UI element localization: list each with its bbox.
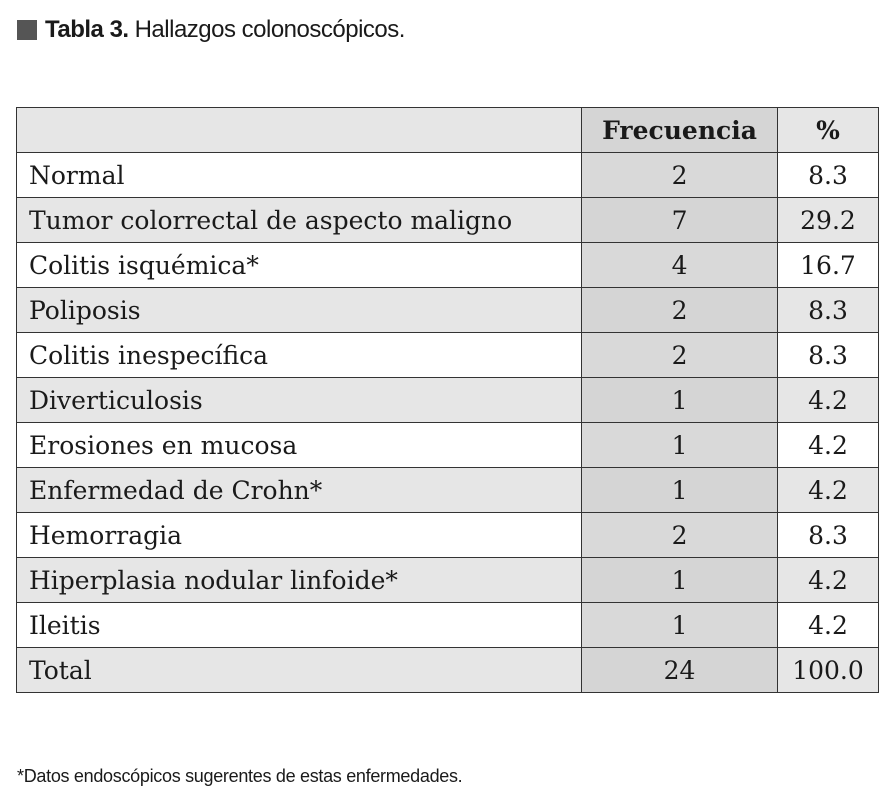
table-row	[17, 513, 879, 558]
row-frequency: 2	[582, 288, 778, 333]
row-frequency: 1	[582, 558, 778, 603]
caption-text: Hallazgos colonoscópicos.	[134, 16, 405, 43]
table-row	[17, 333, 879, 378]
row-frequency: 1	[582, 468, 778, 513]
header-frequency: Frecuencia	[582, 108, 778, 153]
total-percent: 100.0	[778, 648, 879, 693]
table-row	[17, 468, 879, 513]
table-row	[17, 603, 879, 648]
row-frequency: 2	[582, 333, 778, 378]
row-label: Enfermedad de Crohn*	[17, 468, 582, 513]
row-label: Colitis isquémica*	[17, 243, 582, 288]
row-percent: 16.7	[778, 243, 879, 288]
row-percent: 8.3	[778, 513, 879, 558]
row-frequency: 2	[582, 153, 778, 198]
table-header-row	[17, 108, 879, 153]
table-row	[17, 243, 879, 288]
table-total-row	[17, 648, 879, 693]
row-percent: 4.2	[778, 378, 879, 423]
header-percent: %	[778, 108, 879, 153]
header-label	[17, 108, 582, 153]
row-label: Erosiones en mucosa	[17, 423, 582, 468]
row-percent: 8.3	[778, 288, 879, 333]
row-label: Tumor colorrectal de aspecto maligno	[17, 198, 582, 243]
row-percent: 4.2	[778, 423, 879, 468]
row-percent: 4.2	[778, 603, 879, 648]
row-label: Diverticulosis	[17, 378, 582, 423]
table-body	[17, 153, 879, 693]
row-frequency: 2	[582, 513, 778, 558]
table-caption	[17, 16, 405, 44]
row-label: Normal	[17, 153, 582, 198]
row-percent: 8.3	[778, 153, 879, 198]
row-percent: 29.2	[778, 198, 879, 243]
table-footnote: *Datos endoscópicos sugerentes de estas enfermedades.	[17, 766, 463, 786]
total-frequency: 24	[582, 648, 778, 693]
row-frequency: 1	[582, 603, 778, 648]
row-percent: 4.2	[778, 468, 879, 513]
total-label: Total	[17, 648, 582, 693]
findings-table	[16, 107, 879, 693]
table-row	[17, 558, 879, 603]
row-frequency: 7	[582, 198, 778, 243]
table-row	[17, 378, 879, 423]
row-frequency: 1	[582, 423, 778, 468]
row-percent: 8.3	[778, 333, 879, 378]
row-label: Hemorragia	[17, 513, 582, 558]
row-label: Colitis inespecífica	[17, 333, 582, 378]
caption-square-icon	[17, 20, 37, 40]
row-percent: 4.2	[778, 558, 879, 603]
row-frequency: 4	[582, 243, 778, 288]
table-row	[17, 288, 879, 333]
table-row	[17, 423, 879, 468]
table-row	[17, 153, 879, 198]
caption-label: Tabla 3.	[45, 16, 129, 43]
row-label: Hiperplasia nodular linfoide*	[17, 558, 582, 603]
row-label: Ileitis	[17, 603, 582, 648]
row-label: Poliposis	[17, 288, 582, 333]
table-row	[17, 198, 879, 243]
row-frequency: 1	[582, 378, 778, 423]
